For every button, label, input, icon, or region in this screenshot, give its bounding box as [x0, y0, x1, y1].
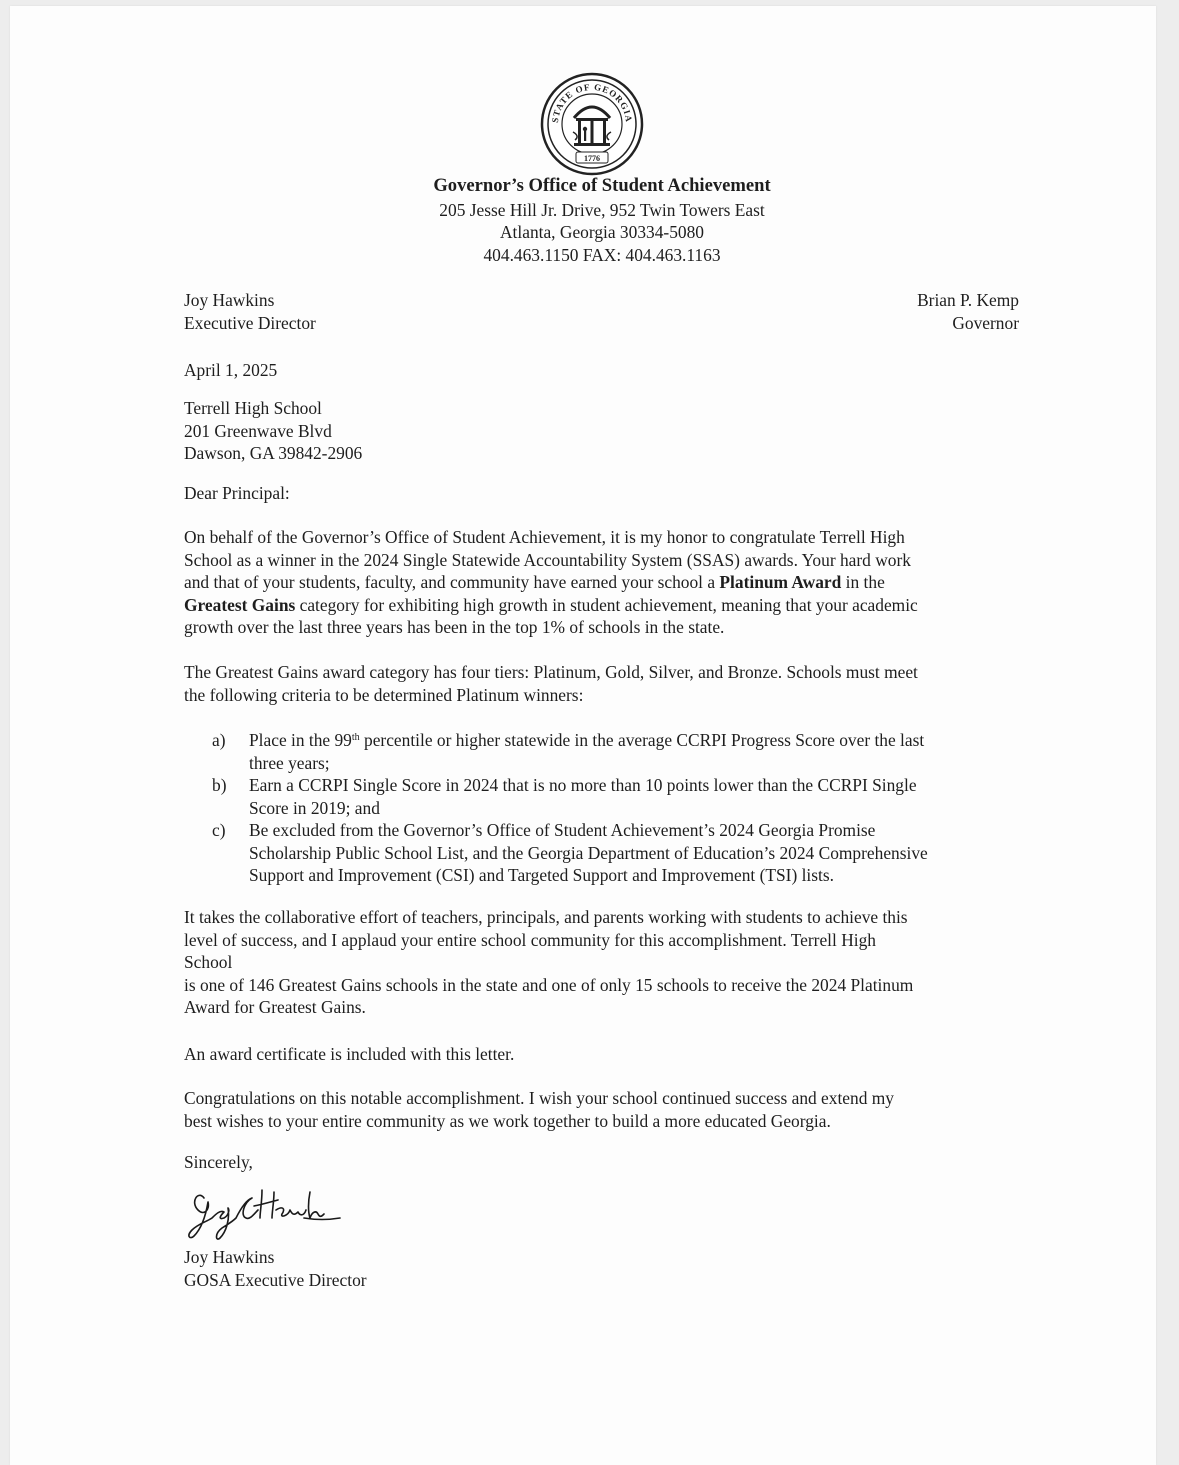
criteria-a-line1a: Place in the 99	[249, 730, 352, 750]
para1-line3b: in the	[841, 572, 885, 592]
signer-title: GOSA Executive Director	[184, 1270, 367, 1290]
criteria-b-line2: Score in 2019; and	[249, 797, 380, 818]
platinum-award-bold: Platinum Award	[719, 572, 842, 592]
para5-line1: Congratulations on this notable accomplishment. I wish your school continued success and extend my	[184, 1088, 894, 1108]
para2-line2: the following criteria to be determined Platinum winners:	[184, 684, 584, 705]
list-marker: a)	[212, 730, 226, 750]
paragraph-closing-wishes	[184, 1087, 1020, 1132]
paragraph-collaboration	[184, 906, 1020, 1019]
salutation: Dear Principal:	[184, 483, 290, 503]
handwritten-signature	[184, 1180, 344, 1244]
georgia-state-seal-icon	[540, 72, 644, 176]
criteria-a-line1b: percentile or higher statewide in the average CCRPI Progress Score over the last	[359, 730, 925, 750]
office-address-line1: 205 Jesse Hill Jr. Drive, 952 Twin Towers East	[439, 200, 765, 220]
criteria-c-line3: Support and Improvement (CSI) and Targeted Support and Improvement (TSI) lists.	[249, 865, 834, 885]
para1-line3a: and that of your students, faculty, and community have earned your school a	[184, 572, 720, 592]
paragraph-congratulations	[184, 526, 1020, 639]
recipient-line1: Terrell High School	[184, 398, 322, 418]
office-phone-fax: 404.463.1150 FAX: 404.463.1163	[483, 245, 721, 265]
recipient-line2: 201 Greenwave Blvd	[184, 421, 332, 441]
list-item	[212, 819, 1022, 887]
list-item	[212, 774, 1022, 819]
para3-line4: is one of 146 Greatest Gains schools in the state and one of only 15 schools to receive the 2024 Platinum	[184, 974, 914, 995]
ordinal-suffix: th	[351, 732, 360, 743]
office-name: Governor’s Office of Student Achievement	[433, 175, 771, 196]
letter-date: April 1, 2025	[184, 360, 278, 380]
para1-line4b: category for exhibiting high growth in student achievement, meaning that your academic	[295, 594, 918, 615]
from-name: Joy Hawkins	[184, 290, 275, 310]
para3-line2: level of success, and I applaud your entire school community for this accomplishment. Terrell High	[184, 929, 876, 950]
para2-line1: The Greatest Gains award category has four tiers: Platinum, Gold, Silver, and Bronze. Schools must meet	[184, 662, 918, 682]
governor-name: Brian P. Kemp	[917, 290, 1019, 310]
criteria-c-line1: Be excluded from the Governor’s Office of Student Achievement’s 2024 Georgia Promise	[249, 820, 876, 840]
from-title: Executive Director	[184, 313, 316, 333]
criteria-c-line2: Scholarship Public School List, and the Georgia Department of Education’s 2024 Comprehensive	[249, 842, 928, 863]
para3-line1: It takes the collaborative effort of teachers, principals, and parents working with students to achieve this	[184, 907, 908, 927]
list-item	[212, 729, 1022, 774]
para1-line1: On behalf of the Governor’s Office of Student Achievement, it is my honor to congratulate Terrell High	[184, 527, 905, 547]
paragraph-certificate: An award certificate is included with this letter.	[184, 1044, 515, 1064]
office-address-line2: Atlanta, Georgia 30334-5080	[500, 222, 704, 242]
signer-name: Joy Hawkins	[184, 1247, 275, 1267]
criteria-b-line1: Earn a CCRPI Single Score in 2024 that is no more than 10 points lower than the CCRPI Single	[249, 775, 917, 795]
recipient-line3: Dawson, GA 39842-2906	[184, 443, 363, 463]
para3-line3: School	[184, 952, 233, 972]
para5-line2: best wishes to your entire community as we work together to build a more educated Georgia.	[184, 1110, 831, 1131]
para1-line2: School as a winner in the 2024 Single Statewide Accountability System (SSAS) awards. Your hard work	[184, 549, 911, 570]
para3-line5: Award for Greatest Gains.	[184, 997, 366, 1017]
para1-line5: growth over the last three years has been in the top 1% of schools in the state.	[184, 617, 725, 637]
governor-title: Governor	[952, 313, 1019, 333]
paragraph-tiers	[184, 661, 1020, 706]
seal-year: 1776	[584, 154, 600, 163]
criteria-a-line2: three years;	[249, 752, 330, 773]
greatest-gains-bold: Greatest Gains	[184, 594, 296, 615]
criteria-list	[212, 729, 1022, 887]
closing: Sincerely,	[184, 1152, 253, 1172]
seal-arc-text: STATE OF GEORGIA	[549, 81, 635, 124]
list-marker: c)	[212, 820, 226, 840]
list-marker: b)	[212, 775, 227, 795]
